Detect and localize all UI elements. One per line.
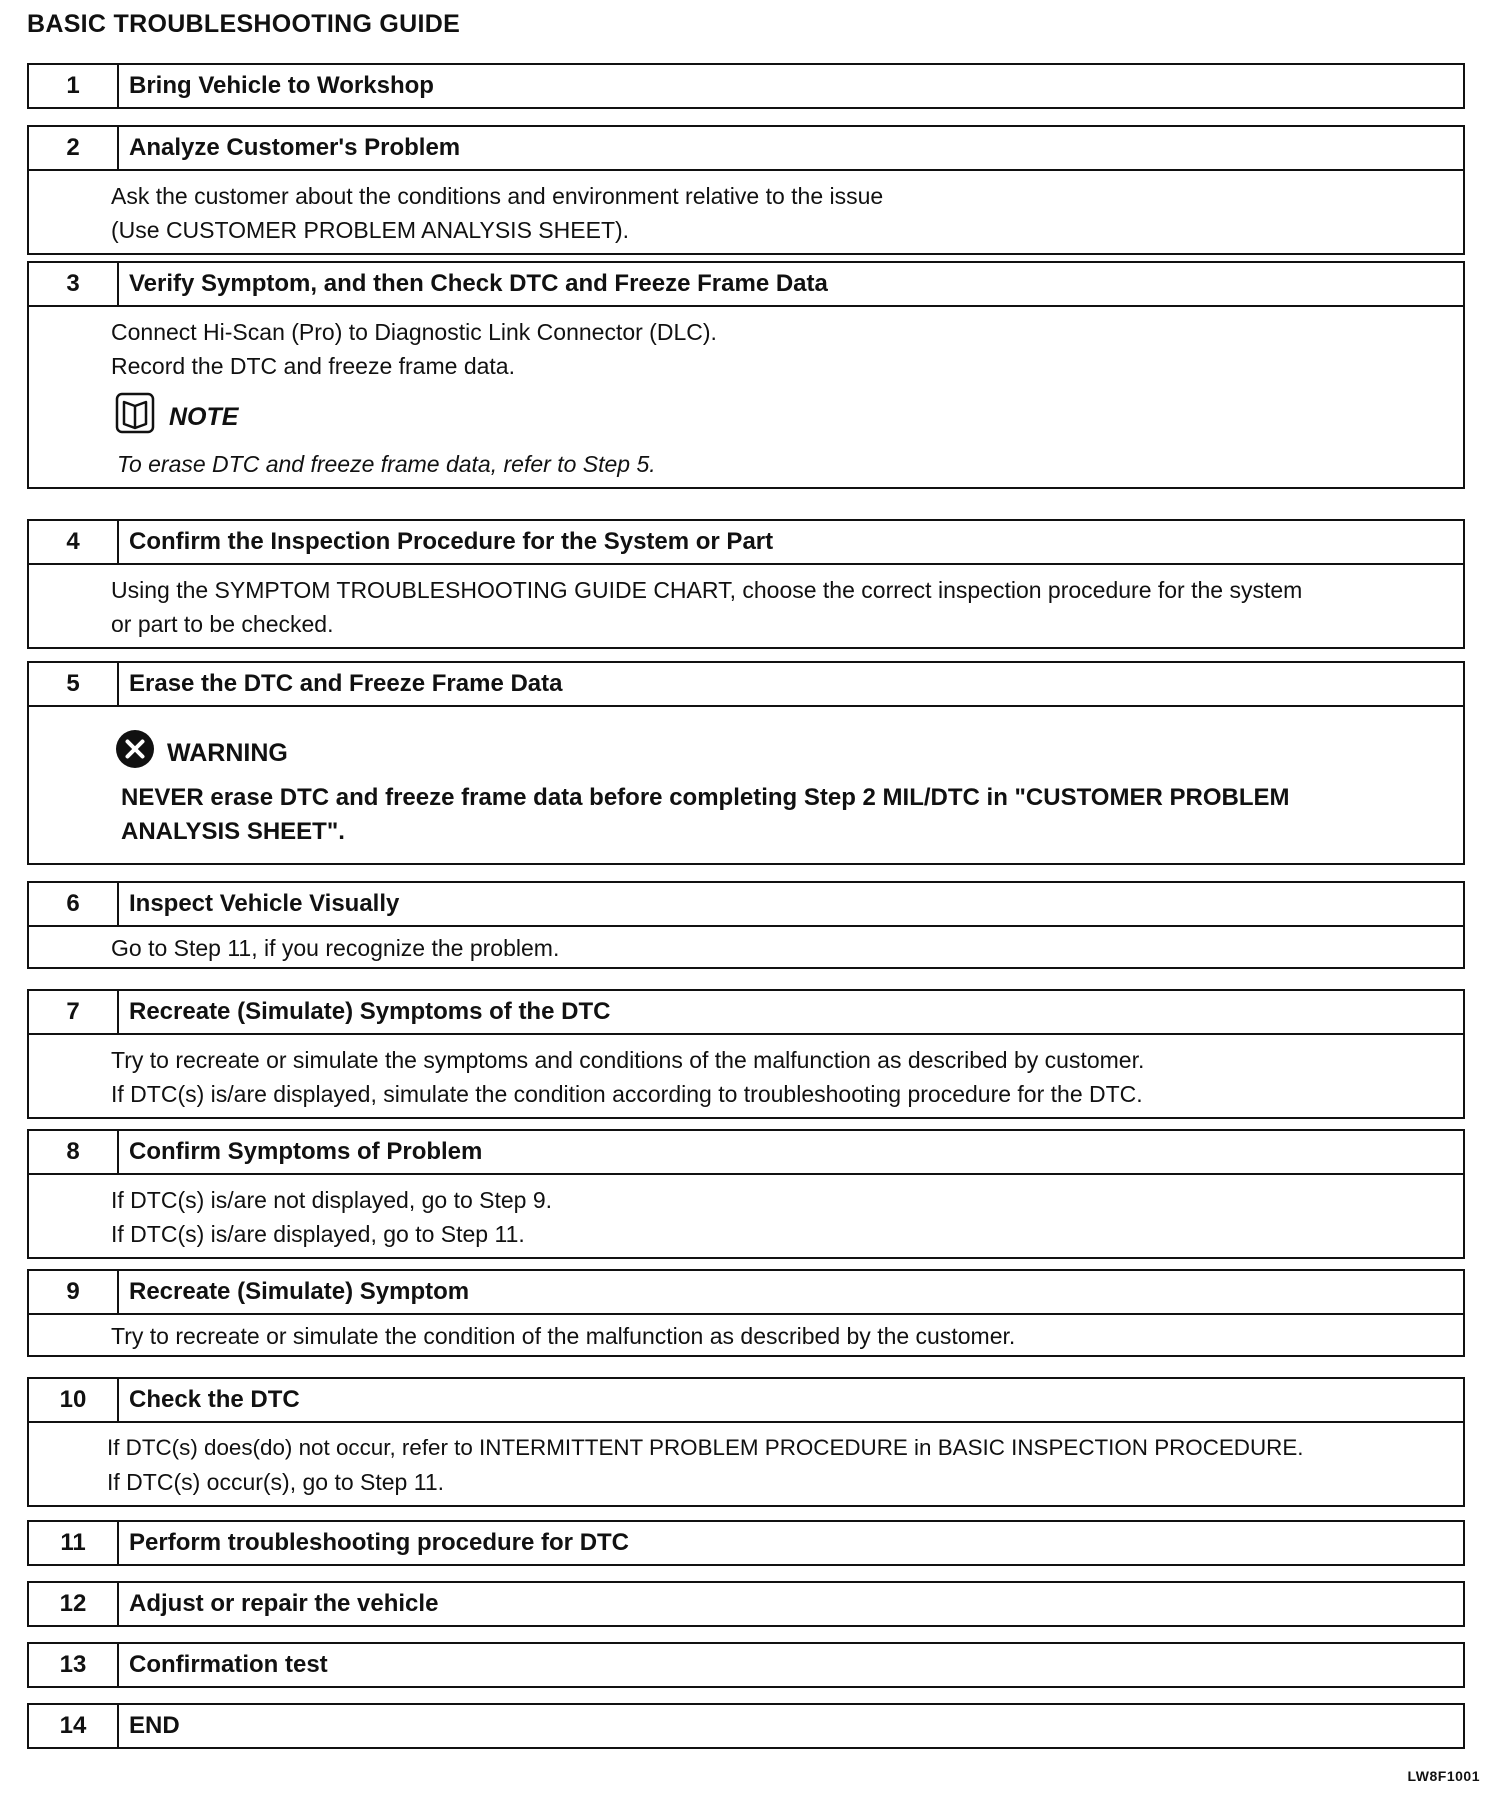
step-6 bbox=[27, 881, 1465, 969]
step-12 bbox=[27, 1581, 1465, 1627]
step-text: (Use CUSTOMER PROBLEM ANALYSIS SHEET). bbox=[111, 217, 630, 243]
step-text: If DTC(s) occur(s), go to Step 11. bbox=[107, 1469, 445, 1495]
step-header bbox=[29, 991, 1463, 1033]
step-5 bbox=[27, 661, 1465, 865]
step-number: 9 bbox=[29, 1271, 119, 1313]
step-title: Analyze Customer's Problem bbox=[129, 134, 461, 161]
step-header bbox=[29, 663, 1463, 705]
step-1 bbox=[27, 63, 1465, 109]
figure-code: LW8F1001 bbox=[1407, 1768, 1480, 1784]
step-8 bbox=[27, 1129, 1465, 1259]
step-header bbox=[29, 1583, 1463, 1625]
warning-text: NEVER erase DTC and freeze frame data before completing Step 2 MIL/DTC in "CUSTOMER PROBLEM bbox=[121, 784, 1290, 811]
step-header bbox=[29, 521, 1463, 563]
step-body bbox=[29, 925, 1463, 967]
step-14 bbox=[27, 1703, 1465, 1749]
step-text: If DTC(s) does(do) not occur, refer to INTERMITTENT PROBLEM PROCEDURE in BASIC INSPECTION PROCEDURE. bbox=[107, 1435, 1304, 1460]
step-text: or part to be checked. bbox=[111, 611, 334, 637]
step-title: Perform troubleshooting procedure for DTC bbox=[129, 1529, 630, 1556]
step-header bbox=[29, 1379, 1463, 1421]
step-number: 14 bbox=[29, 1705, 119, 1747]
note-label: NOTE bbox=[169, 403, 239, 431]
step-text: If DTC(s) is/are not displayed, go to Step 9. bbox=[111, 1187, 553, 1213]
step-number: 3 bbox=[29, 263, 119, 305]
step-header bbox=[29, 65, 1463, 107]
step-text: Go to Step 11, if you recognize the problem. bbox=[111, 935, 560, 961]
step-number: 10 bbox=[29, 1379, 119, 1421]
step-number: 2 bbox=[29, 127, 119, 169]
step-body bbox=[29, 1313, 1463, 1355]
step-header bbox=[29, 263, 1463, 305]
step-title: END bbox=[129, 1712, 180, 1739]
step-text: Using the SYMPTOM TROUBLESHOOTING GUIDE CHART, choose the correct inspection procedure for the system bbox=[111, 577, 1303, 603]
step-4 bbox=[27, 519, 1465, 649]
step-title: Erase the DTC and Freeze Frame Data bbox=[129, 670, 563, 697]
step-header bbox=[29, 883, 1463, 925]
step-number: 6 bbox=[29, 883, 119, 925]
warning-x-icon bbox=[115, 729, 155, 778]
step-body bbox=[29, 563, 1463, 647]
step-11 bbox=[27, 1520, 1465, 1566]
step-header bbox=[29, 1705, 1463, 1747]
step-title: Verify Symptom, and then Check DTC and Freeze Frame Data bbox=[129, 270, 828, 297]
step-header bbox=[29, 127, 1463, 169]
step-10 bbox=[27, 1377, 1465, 1507]
step-3 bbox=[27, 261, 1465, 489]
step-body bbox=[29, 1421, 1463, 1505]
step-text: Try to recreate or simulate the symptoms and conditions of the malfunction as described by customer. bbox=[111, 1047, 1145, 1073]
step-text: Ask the customer about the conditions and environment relative to the issue bbox=[111, 183, 884, 209]
step-header bbox=[29, 1644, 1463, 1686]
step-title: Check the DTC bbox=[129, 1386, 300, 1413]
step-header bbox=[29, 1271, 1463, 1313]
warning-header bbox=[115, 733, 1453, 773]
step-9 bbox=[27, 1269, 1465, 1357]
step-body bbox=[29, 1173, 1463, 1257]
step-7 bbox=[27, 989, 1465, 1119]
step-number: 13 bbox=[29, 1644, 119, 1686]
step-number: 1 bbox=[29, 65, 119, 107]
step-title: Confirmation test bbox=[129, 1651, 328, 1678]
page-title: BASIC TROUBLESHOOTING GUIDE bbox=[27, 10, 461, 38]
note-text: To erase DTC and freeze frame data, refer to Step 5. bbox=[117, 451, 656, 477]
step-2 bbox=[27, 125, 1465, 255]
step-number: 7 bbox=[29, 991, 119, 1033]
step-body bbox=[29, 1033, 1463, 1117]
step-title: Adjust or repair the vehicle bbox=[129, 1590, 439, 1617]
step-text: If DTC(s) is/are displayed, go to Step 11. bbox=[111, 1221, 525, 1247]
step-text: Record the DTC and freeze frame data. bbox=[111, 353, 515, 379]
step-body bbox=[29, 705, 1463, 863]
step-body bbox=[29, 305, 1463, 487]
book-icon bbox=[115, 392, 155, 443]
step-body bbox=[29, 169, 1463, 253]
step-text: Try to recreate or simulate the condition of the malfunction as described by the customer. bbox=[111, 1323, 1016, 1349]
step-title: Recreate (Simulate) Symptoms of the DTC bbox=[129, 998, 611, 1025]
step-title: Recreate (Simulate) Symptom bbox=[129, 1278, 470, 1305]
step-number: 11 bbox=[29, 1522, 119, 1564]
step-number: 5 bbox=[29, 663, 119, 705]
step-title: Inspect Vehicle Visually bbox=[129, 890, 400, 917]
step-number: 8 bbox=[29, 1131, 119, 1173]
step-header bbox=[29, 1522, 1463, 1564]
note-header bbox=[115, 395, 1453, 439]
step-number: 12 bbox=[29, 1583, 119, 1625]
step-13 bbox=[27, 1642, 1465, 1688]
step-title: Confirm the Inspection Procedure for the System or Part bbox=[129, 528, 774, 555]
step-title: Confirm Symptoms of Problem bbox=[129, 1138, 483, 1165]
step-number: 4 bbox=[29, 521, 119, 563]
step-text: Connect Hi-Scan (Pro) to Diagnostic Link Connector (DLC). bbox=[111, 319, 717, 345]
step-text: If DTC(s) is/are displayed, simulate the condition according to troubleshooting procedure for the DTC. bbox=[111, 1081, 1143, 1107]
warning-text: ANALYSIS SHEET". bbox=[121, 818, 345, 845]
warning-label: WARNING bbox=[167, 739, 288, 767]
step-header bbox=[29, 1131, 1463, 1173]
step-title: Bring Vehicle to Workshop bbox=[129, 72, 434, 99]
